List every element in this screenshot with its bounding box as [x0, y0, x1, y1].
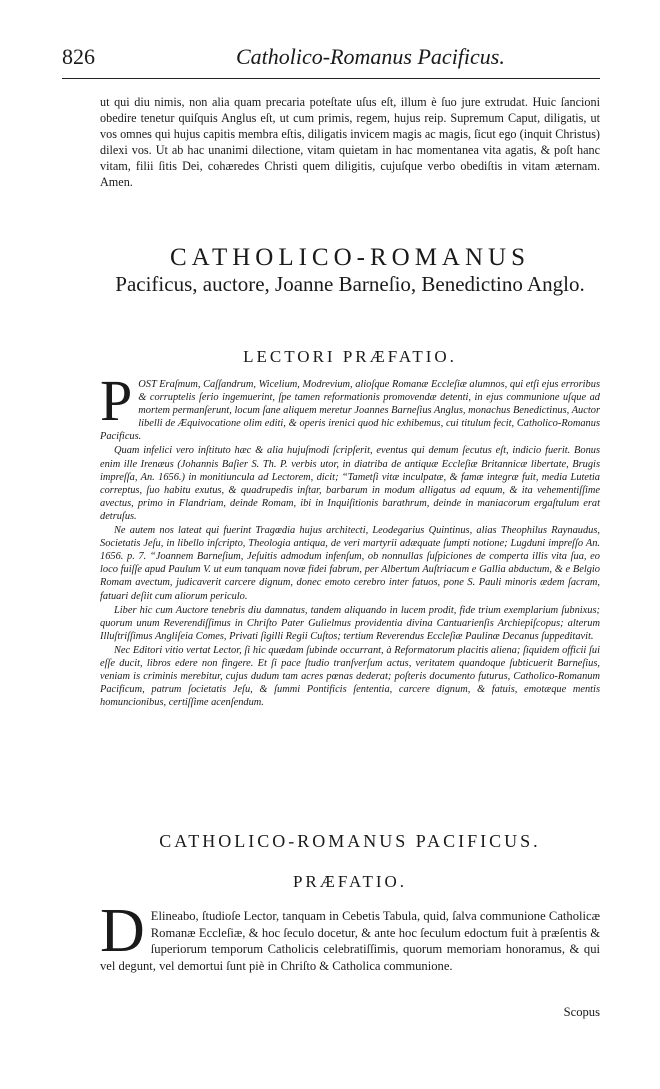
praefatio-heading: PRÆFATIO.: [292, 872, 408, 891]
work-subtitle: Pacificus, auctore, Joanne Barneſio, Benedictino Anglo.: [115, 272, 585, 296]
lectori-paragraph-5: Nec Editori vitio vertat Lector, ſi hic quædam ſubinde occurrant, à Reformatorum placitis aliena; ſiquidem officii ſui eſſe ducit, libros edere non fingere. Et ſi pace ſtudio tranſverſum actus, veritatem quandoque ſubticuerit Barneſius, veniam is criminis merebitur, cujus dudum tam acres pœnas dederat; poſteris documento futurus, Catholico-Romanum Pacificum, patrum ſocietatis Jeſu, & ſummi Pontificis ſententia, carcere dignum, & fatuis, emotæque mentis homuncionibus, certiſſime acenſendum.: [100, 644, 600, 709]
praefatio-text: Elineabo, ſtudioſe Lector, tanquam in Cebetis Tabula, quid, ſalva communione Catholicæ Romanæ Eccleſiæ, & hoc ſeculo docetur, & ante hoc ſeculum edoctum fuit à præſentis & ſuperiorum temporum Catholicis celebratiſſimis, quorum memoriam honoramus, & qui vel degunt, vel demortui ſunt piè in Chriſto & Catholica communione.: [100, 909, 600, 973]
catchword: Scopus: [563, 1005, 600, 1019]
work-title: CATHOLICO-ROMANUS: [169, 244, 530, 271]
praefatio-body: [100, 897, 600, 974]
dropcap-p: P: [100, 368, 133, 433]
lectori-paragraph-2: Quam infelici vero inſtituto hæc & alia hujuſmodi ſcripſerit, eventus qui demum ſecutus eſt, indicio fuerit. Bonus enim ille Irenæus (Johannis Baſier S. Th. P. verbis utor, in diatriba de antiquæ Eccleſiæ Britannicæ libertate, Brugis impreſſa, An. 1656.) in monitiuncula ad Lectorem, dicit; “Tametſi vitæ inculpatæ, & famæ integræ fuit, media Lutetia correptus, ſuo habitu exutus, & quadrupedis inſtar, barbarum in modum alligatus ad equum, & ita vehementiſſime avectus, primo in Flandriam, deinde Romam, ibi in Inquiſitionis barathrum, deinde in maniacorum ergaſtulum erat detruſus.: [100, 445, 600, 522]
lectori-paragraph-3: Ne autem nos lateat qui fuerint Tragœdia hujus architecti, Leodegarius Quintinus, alias Theophilus Raynaudus, Societatis Jeſu, in libello inſcripto, Theologia antiqua, de veri martyrii adæquate ſumpti notione; Lugduni impreſſo An. 1656. p. 7. “Joannem Barneſium, Jeſuitis admodum infenſum, ob nonnullas ſuſpiciones de comperta illis vita ſua, eo loco fuiſſe apud Paulum V. ut eum tanquam novæ fidei fabrum, per Albertum Auſtriacum e Gallia abductum, & e Belgio Romam avectum, judicaverit carcere dignum, donec emoto cerebro inter fatuos, pone S. Pauli minoris ædem ſacram, fatuari deſiit cum aliorum periculo.: [100, 525, 600, 602]
running-header: [62, 44, 600, 79]
lectori-paragraph-4: Liber hic cum Auctore tenebris diu damnatus, tandem aliquando in lucem prodit, fide trium exemplarium ſubnixus; quorum unum Reverendiſſimus in Chriſto Pater Gulielmus providentia divina Cantuarienſis Archiepiſcopus; alterum Illuſtriſſimus Angliſeia Comes, Privati ſigilli Regii Cuſtos; tertium Reverendus Eccleſiæ Paulinæ Decanus ſuppeditavit.: [100, 604, 600, 642]
page-number: 826: [62, 44, 95, 69]
lectori-paragraph-1: OST Eraſmum, Caſſandrum, Wicelium, Modrevium, alioſque Romanæ Eccleſiæ alumnos, qui etſi ejus erroribus & corruptelis ſerio ingemuerint, ſpe tamen reformationis promovendæ detenti, in ejus communione uſque ad mortem permanſerunt, locum ſane aliquem meretur Joannes Barneſius Anglus, monachus Benedictinus, Auctor libelli de Æquivocatione olim editi, & operis irenici quod hic exhibemus, cui titulum fecit, Catholico-Romanus Pacificus.: [100, 379, 600, 443]
lectori-praefatio-heading: LECTORI PRÆFATIO.: [243, 347, 457, 366]
closing-paragraph: ut qui diu nimis, non alia quam precaria poteſtate uſus eſt, illum è ſuo jure extrudat. Huic ſancioni obedire tenetur quiſquis Anglus eſt, ut cum primis, regem, hujus reip. Supremum Caput, diligatis, ut vos omnes qui hujus capitis membra eſtis, diligatis invicem magis ac magis, ſicut ego (inquit Christus) dilexi vos. Ut ab hac unanimi dilectione, vitam quietam in hac momentanea vita agatis, & poſt hanc vitam, filii ſitis Dei, cohæredes Christi quem diligitis, cujuſque verbo obediſtis in vitam æternam. Amen.: [100, 95, 600, 189]
dropcap-d: D: [100, 897, 145, 965]
running-title: Catholico-Romanus Pacificus.: [236, 44, 505, 69]
lectori-praefatio-body: [100, 368, 600, 710]
section-title: CATHOLICO-ROMANUS PACIFICUS.: [159, 831, 541, 851]
